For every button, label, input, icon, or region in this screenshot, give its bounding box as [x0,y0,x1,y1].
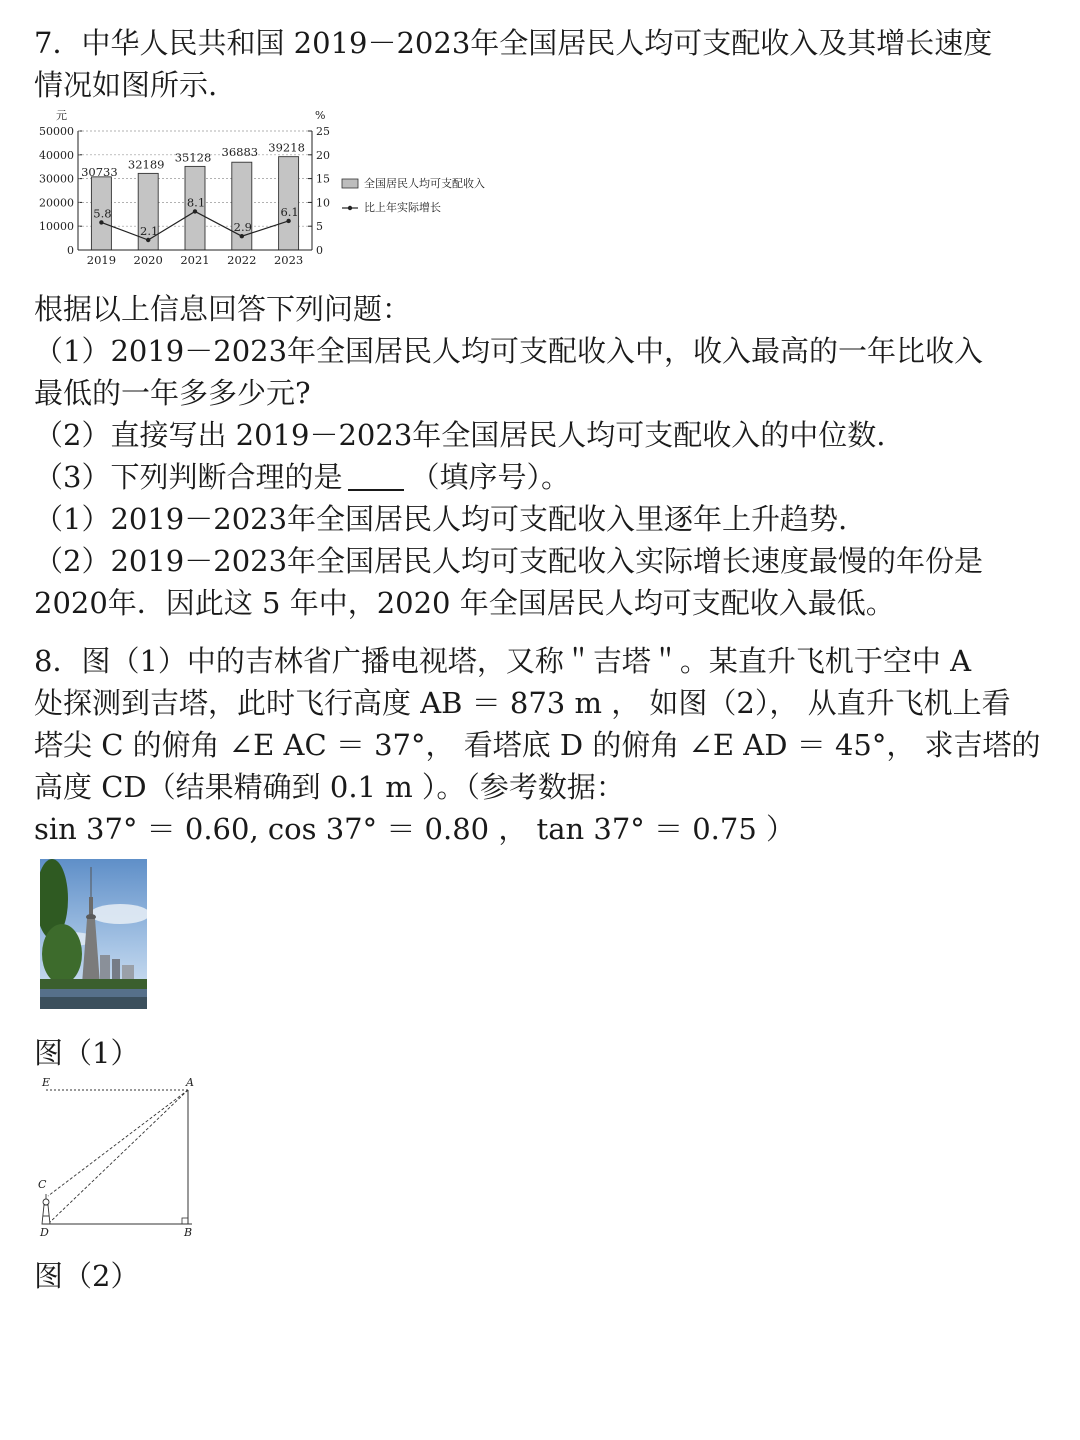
right-unit-label: % [315,109,326,122]
growth-point [99,220,103,224]
right-angle-mark [182,1218,188,1224]
tower-icon [42,1194,50,1224]
income-value-label: 32189 [127,157,165,172]
y-tick-left: 10000 [39,220,74,234]
growth-value-label: 8.1 [186,195,206,210]
label-D: D [40,1226,49,1239]
q7-line-1: 7．中华人民共和国 2019－2023年全国居民人均可支配收入及其增长速度 [34,26,993,60]
y-tick-right: 5 [316,220,323,234]
legend-line-marker [348,206,352,210]
q7-part1-b: 最低的一年多多少元? [34,376,311,410]
q7-part3-text: （3）下列判断合理的是 [34,460,343,494]
income-value-label: 35128 [174,150,212,165]
label-A: A [186,1076,194,1089]
growth-value-label: 2.9 [233,220,252,235]
tower-photo [40,859,147,1009]
geometry-diagram [36,1074,206,1240]
x-tick-label: 2021 [180,253,210,267]
q8-line-1: 8．图（1）中的吉林省广播电视塔，又称＂吉塔＂。某直升飞机于空中 A [34,644,972,678]
income-value-label: 36883 [221,145,259,160]
income-bar [279,157,299,250]
q7-part3 [34,456,570,498]
q7-option-2-a: （2）2019－2023年全国居民人均可支配收入实际增长速度最慢的年份是 [34,544,984,578]
legend-line-label: 比上年实际增长 [364,201,441,214]
growth-point [146,238,150,242]
q7-option-2-b: 2020年．因此这 5 年中，2020 年全国居民人均可支配收入最低。 [34,586,895,620]
y-tick-left: 30000 [39,172,74,186]
q7-part1-a: （1）2019－2023年全国居民人均可支配收入中，收入最高的一年比收入 [34,334,984,368]
y-tick-right: 20 [316,148,330,162]
left-unit-label: 元 [56,109,67,122]
income-value-label: 39218 [268,140,305,155]
q7-part3-tail: （填序号）。 [410,460,570,494]
q8-line-2: 处探测到吉塔，此时飞行高度 AB ＝ 873 m ， 如图（2）， 从直升飞机上看 [34,686,1011,720]
q7-option-1: （1）2019－2023年全国居民人均可支配收入里逐年上升趋势. [34,502,848,536]
x-tick-label: 2020 [133,253,163,267]
label-E: E [42,1076,51,1089]
y-tick-left: 20000 [39,196,74,210]
figure-2-caption: 图（2） [34,1259,140,1293]
growth-value-label: 5.8 [93,206,112,221]
income-value-label: 30733 [81,164,118,179]
y-tick-left: 0 [67,244,74,257]
legend-bar-label: 全国居民人均可支配收入 [364,177,485,190]
q8-line-3: 塔尖 C 的俯角 ∠E AC ＝ 37°， 看塔底 D 的俯角 ∠E AD ＝ 45°， 求吉塔的 [34,728,1041,762]
y-tick-right: 0 [316,244,323,257]
x-tick-label: 2019 [86,253,117,267]
growth-point [286,219,290,223]
q7-line-2: 情况如图所示. [34,68,218,102]
legend-bar-swatch [342,179,358,188]
q7-part2: （2）直接写出 2019－2023年全国居民人均可支配收入的中位数. [34,418,886,452]
line-AC [48,1090,188,1196]
growth-value-label: 6.1 [280,204,299,219]
answer-blank[interactable] [348,467,404,491]
figure-1-caption: 图（1） [34,1036,140,1070]
growth-point [240,234,244,238]
y-tick-right: 15 [316,172,330,186]
y-tick-left: 50000 [39,125,74,138]
x-tick-label: 2022 [227,253,257,267]
y-tick-right: 10 [316,196,330,210]
growth-value-label: 2.1 [140,224,159,239]
y-tick-right: 25 [316,125,330,138]
x-tick-label: 2023 [273,253,304,267]
income-chart [34,104,534,274]
y-tick-left: 40000 [39,148,74,162]
line-AD [48,1090,188,1224]
q8-line-5: sin 37° ＝ 0.60, cos 37° ＝ 0.80 ， tan 37° ＝ 0.75 ） [34,812,796,846]
label-C: C [38,1178,47,1191]
label-B: B [184,1226,193,1239]
growth-point [193,209,197,213]
q7-intro: 根据以上信息回答下列问题： [34,292,412,326]
q8-line-4: 高度 CD（结果精确到 0.1 m ）。（参考数据： [34,770,625,804]
